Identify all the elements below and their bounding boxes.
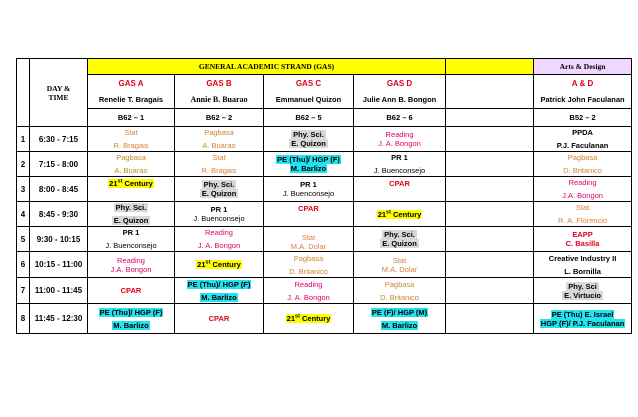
schedule-cell [534,278,632,304]
section-name: A & D [571,79,594,88]
teacher: D. Britanico [563,166,602,175]
teacher: J. A. Bongon [197,241,241,250]
subject: Creative Industry II [548,253,617,263]
subject: EAPP [572,230,593,239]
schedule-cell-empty [446,278,534,304]
teacher: M. Barlizo [381,320,418,330]
period-number: 7 [17,278,30,304]
subject: Reading [205,228,233,237]
period-time: 8:45 - 9:30 [30,202,88,227]
schedule-table [16,58,632,334]
subject: Reading [385,130,414,139]
subject: Phy. Sci [568,281,597,291]
teacher: J. Buenconsejo [282,189,335,198]
subject: Phy. Sci. [115,203,147,212]
schedule-cell [264,227,354,252]
section-header-gas-b [175,75,264,109]
subject: PE (Thu]/ HGP (F) [99,307,163,317]
schedule-cell [534,127,632,152]
subject: Reading [294,279,323,289]
subject: CPAR [120,286,142,295]
schedule-cell [354,227,446,252]
subject: Phy. Sci. [384,230,415,239]
schedule-cell [88,177,175,202]
teacher: E. Quizon [113,216,149,225]
teacher: D. Britanico [380,292,419,302]
section-adviser: Patrick John Faculanan [540,95,625,104]
teacher: E. Quizon [382,239,417,248]
teacher: J. Buenconsejo [373,166,426,175]
subject: Pagbasa [384,279,415,289]
section-header-gas-c [264,75,354,109]
period-time: 11:00 - 11:45 [30,278,88,304]
teacher: J. Buenconsejo [193,214,245,223]
schedule-cell [175,177,264,202]
subject: Reading [117,255,145,265]
schedule-cell [88,202,175,227]
table-row [17,202,632,227]
teacher: M. Barlizo [113,320,149,330]
subject: PR 1 [300,180,317,189]
subject: Stat [392,255,407,265]
schedule-cell [264,202,354,227]
schedule-cell-empty [446,304,534,334]
period-number: 4 [17,202,30,227]
schedule-cell [88,152,175,177]
room-gap [446,109,534,127]
subject: 21st Century [377,209,422,219]
period-time: 7:15 - 8:00 [30,152,88,177]
room-a-and-d: B52 – 2 [534,109,632,127]
teacher: R. Bragais [201,166,237,175]
subject: PPDA [572,128,593,137]
header-row-banner [17,59,632,75]
table-row [17,278,632,304]
section-name: GAS C [295,79,322,88]
subject: Pagbasa [567,153,598,162]
section-header-gas-a [88,75,175,109]
schedule-cell [264,127,354,152]
schedule-cell [88,227,175,252]
subject: Reading [568,178,597,187]
schedule-cell [88,127,175,152]
room-gas-a: B62 – 1 [88,109,175,127]
teacher: J. A. Bongon [378,139,421,148]
schedule-cell [264,278,354,304]
schedule-cell [264,252,354,278]
table-row [17,252,632,278]
teacher: J.A. Bongon [110,264,152,274]
subject: 21st Century [197,259,241,269]
period-time: 11:45 - 12:30 [30,304,88,334]
schedule-cell [175,227,264,252]
subject: Stat [301,233,316,242]
teacher: J.A. Bongon [562,191,603,200]
teacher: J. A. Bongon [287,292,330,302]
teacher: E. Quizon [201,189,237,198]
schedule-cell [534,252,632,278]
section-name: GAS D [386,79,413,88]
subject: PE (Thu) E. Israel [551,309,614,319]
schedule-cell-empty [446,202,534,227]
schedule-cell [175,278,264,304]
schedule-cell [264,152,354,177]
section-header-gap [446,75,534,109]
schedule-cell [534,202,632,227]
teacher: E. Virtucio [564,290,602,300]
day-time-header [30,59,88,127]
schedule-cell [264,177,354,202]
section-adviser: Annie B. Buarao [190,95,248,104]
subject: Pagbasa [116,153,146,162]
schedule-cell-empty [446,177,534,202]
table-row [17,304,632,334]
header-blank-num [17,59,30,127]
subject: Phy. Sci. [203,180,235,189]
room-gas-d: B62 – 6 [354,109,446,127]
schedule-cell [354,177,446,202]
table-row [17,152,632,177]
room-gas-b: B62 – 2 [175,109,264,127]
schedule-cell [175,152,264,177]
teacher: R. A. Florencio [557,216,608,225]
table-row [17,127,632,152]
subject: Stat [212,153,226,162]
period-time: 9:30 - 10:15 [30,227,88,252]
section-name: GAS A [118,79,144,88]
section-adviser: Julie Ann B. Bongon [362,95,437,104]
gas-strand-banner-gap [446,59,534,75]
period-number: 6 [17,252,30,278]
schedule-cell [175,127,264,152]
header-row-sections [17,75,632,109]
schedule-cell [354,152,446,177]
subject: CPAR [389,179,410,188]
schedule-cell [534,304,632,334]
subject: PR 1 [210,205,228,214]
subject: PE (F)/ HGP (M) [371,307,428,317]
section-adviser: Renelie T. Bragais [98,95,164,104]
subject: 21st Century [286,313,331,323]
teacher: D. Britanico [289,266,328,276]
period-number: 3 [17,177,30,202]
teacher: M. Barlizo [201,292,237,302]
table-row [17,177,632,202]
subject: PE (Thu)/ HGP (F) [187,279,251,289]
schedule-cell [534,227,632,252]
schedule-cell [534,152,632,177]
subject: Pagbasa [293,253,324,263]
subject: PR 1 [391,153,408,162]
subject: PR 1 [122,228,140,237]
schedule-cell [88,304,175,334]
schedule-cell [175,202,264,227]
period-number: 5 [17,227,30,252]
teacher: M.A. Dolar [290,242,327,251]
subject: CPAR [298,204,319,213]
schedule-cell [354,252,446,278]
subject: 21st Century [109,178,153,188]
schedule-cell-empty [446,227,534,252]
schedule-cell [354,202,446,227]
period-number: 2 [17,152,30,177]
teacher: A. Buarao [202,141,236,150]
teacher: HGP (F)/ P.J. Faculanan [540,318,625,328]
teacher: L. Bornilla [564,266,601,276]
subject: Stat [575,203,590,212]
teacher: J. Buenconsejo [105,241,157,250]
schedule-cell [88,278,175,304]
schedule-cell [175,304,264,334]
schedule-cell-empty [446,152,534,177]
subject: PE (Thu]/ HGP (F) [277,155,340,164]
subject: Phy. Sci. [293,130,324,139]
teacher: C. Basilla [565,239,600,248]
period-time: 10:15 - 11:00 [30,252,88,278]
teacher: M.A. Dolar [381,264,418,274]
schedule-cell-empty [446,252,534,278]
schedule-cell-empty [446,127,534,152]
teacher: M. Barlizo [290,164,327,173]
teacher: R. Bragais [113,141,149,150]
section-adviser: Emmanuel Quizon [275,95,342,104]
subject: CPAR [208,314,230,323]
schedule-cell [534,177,632,202]
subject: Stat [124,128,138,137]
table-row [17,227,632,252]
schedule-cell [354,278,446,304]
schedule-cell [354,304,446,334]
section-header-a-and-d [534,75,632,109]
period-number: 1 [17,127,30,152]
section-header-gas-d [354,75,446,109]
teacher: E. Quizon [291,139,326,148]
schedule-cell [175,252,264,278]
room-gas-c: B62 – 5 [264,109,354,127]
teacher: P.J. Faculanan [556,141,609,150]
teacher: A. Buarao [114,166,148,175]
period-time: 8:00 - 8:45 [30,177,88,202]
period-time: 6:30 - 7:15 [30,127,88,152]
subject: Pagbasa [204,128,234,137]
section-name: GAS B [206,79,232,88]
period-number: 8 [17,304,30,334]
header-row-rooms [17,109,632,127]
schedule-cell [354,127,446,152]
schedule-cell [264,304,354,334]
schedule-cell [88,252,175,278]
gas-strand-banner: GENERAL ACADEMIC STRAND (GAS) [88,59,446,75]
arts-design-banner: Arts & Design [534,59,632,75]
day-time-label: DAY & TIME [46,83,71,102]
